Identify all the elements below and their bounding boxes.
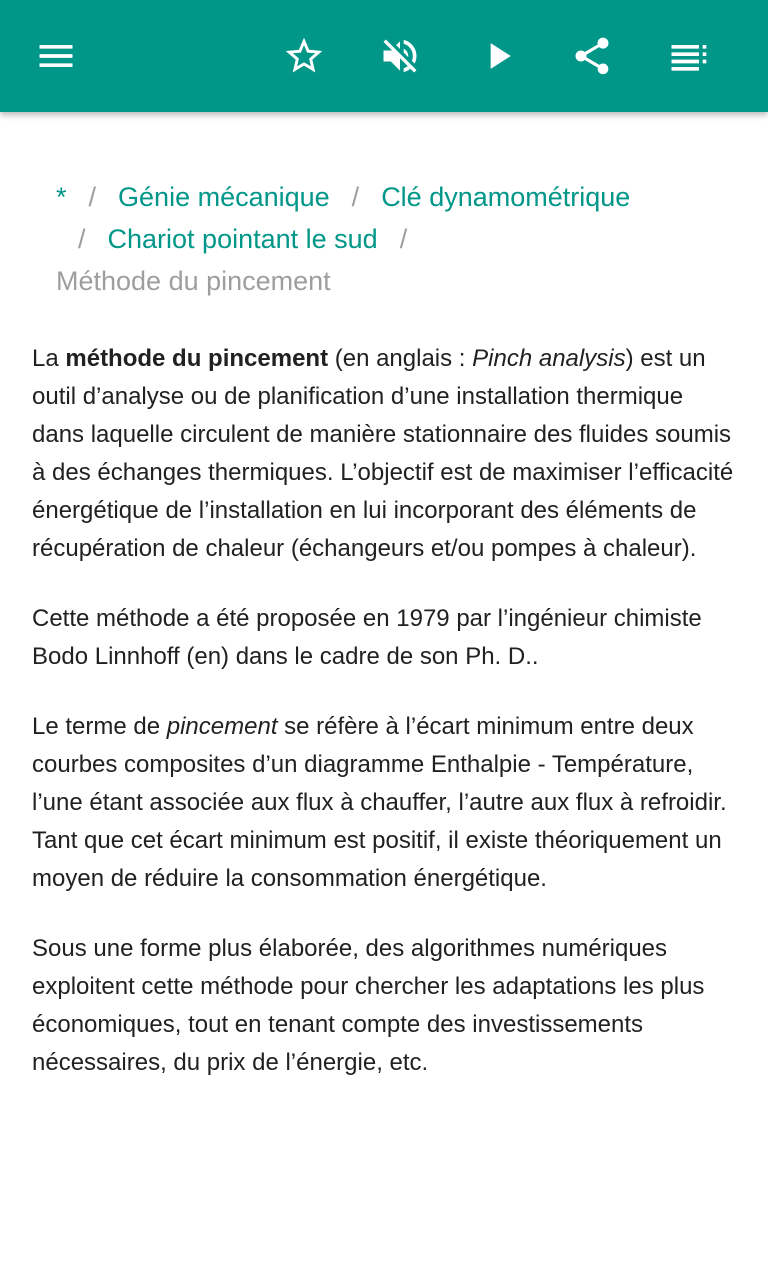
paragraph-text: (en anglais : xyxy=(328,345,473,372)
menu-icon xyxy=(34,34,78,78)
share-icon xyxy=(570,34,614,78)
play-button[interactable] xyxy=(462,20,534,92)
volume-off-icon xyxy=(378,34,422,78)
playlist-icon xyxy=(666,34,710,78)
breadcrumb-item-cle-dynamometrique[interactable]: Clé dynamométrique xyxy=(381,182,631,212)
breadcrumb-separator: / xyxy=(88,182,97,212)
mute-button[interactable] xyxy=(364,20,436,92)
breadcrumb-root[interactable]: * xyxy=(56,182,67,212)
breadcrumb-separator: / xyxy=(399,224,408,254)
breadcrumb-item-chariot-pointant[interactable]: Chariot pointant le sud xyxy=(107,224,378,254)
paragraph-text: La xyxy=(32,345,66,372)
share-button[interactable] xyxy=(556,20,628,92)
breadcrumb-separator: / xyxy=(78,224,86,254)
content-area xyxy=(0,112,768,1280)
star-outline-icon xyxy=(282,34,326,78)
article-paragraph xyxy=(32,340,738,568)
article-paragraph xyxy=(32,708,738,898)
article-term: méthode du pincement xyxy=(65,345,329,372)
breadcrumb xyxy=(56,176,736,302)
paragraph-text: Le terme de xyxy=(32,713,167,740)
breadcrumb-separator: / xyxy=(351,182,360,212)
article-paragraph: Sous une forme plus élaborée, des algorithmes numériques exploitent cette méthode pour chercher les adaptations les plus économiques, tout en tenant compte des investissements nécessaires, du prix de l’énergie, etc. xyxy=(32,935,705,1076)
table-of-contents-button[interactable] xyxy=(652,20,724,92)
favorite-button[interactable] xyxy=(268,20,340,92)
breadcrumb-current: Méthode du pincement xyxy=(56,266,331,296)
article-paragraph: Cette méthode a été proposée en 1979 par l’ingénieur chimiste Bodo Linnhoff (en) dans le cadre de son Ph. D.. xyxy=(32,605,702,670)
english-term: Pinch analysis xyxy=(472,345,626,372)
breadcrumb-item-genie-mecanique[interactable]: Génie mécanique xyxy=(118,182,330,212)
menu-button[interactable] xyxy=(20,20,92,92)
paragraph-text: se réfère à l’écart minimum entre deux courbes composites d’un diagramme Enthalpie - Température, l’une étant associée aux flux à chauffer, l’autre aux flux à refroidir. Tant que cet écart minimum est positif, il existe théoriquement un moyen de réduire la consommation énergétique. xyxy=(32,713,727,892)
paragraph-text: ) est un outil d’analyse ou de planification d’une installation thermique dans laquelle circulent de manière stationnaire des fluides soumis à des échanges thermiques. L’objectif est de maximiser l’efficacité énergétique de l’installation en lui incorporant des éléments de récupération de chaleur (échangeurs et/ou pompes à chaleur). xyxy=(32,345,734,562)
play-icon xyxy=(476,34,520,78)
app-toolbar xyxy=(0,0,768,112)
emphasized-term: pincement xyxy=(166,713,278,740)
article-body xyxy=(32,340,738,1114)
